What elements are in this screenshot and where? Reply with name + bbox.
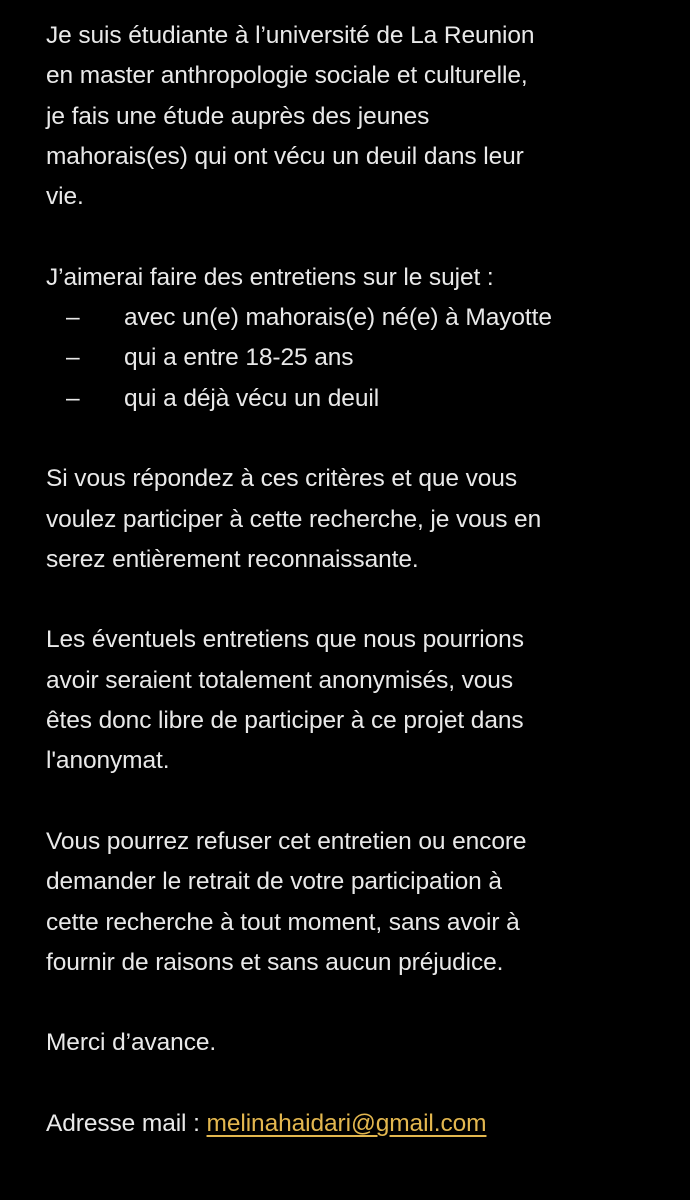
paragraph-spacer [46,580,666,620]
intro-line: je fais une étude auprès des jeunes [46,102,430,130]
email-link[interactable]: melinahaidari@gmail.com [206,1110,487,1138]
email-label: Adresse mail : [46,1110,207,1138]
intro-line: vie. [46,183,84,211]
intro-line: en master anthropologie sociale et culturelle, [46,62,528,90]
paragraph-spacer [46,217,666,257]
participation-line: serez entièrement reconnaissante. [46,545,419,573]
criteria-item [46,298,666,338]
criteria-item [46,379,666,419]
paragraph-spacer [46,419,666,459]
criteria-item-text: qui a déjà vécu un deuil [124,384,380,412]
criteria-item-text: avec un(e) mahorais(e) né(e) à Mayotte [124,304,552,332]
criteria-item [46,338,666,378]
paragraph-spacer [46,983,666,1023]
intro-paragraph [46,16,666,217]
intro-line: Je suis étudiante à l’université de La Reunion [46,22,535,49]
participation-line: voulez participer à cette recherche, je vous en [46,505,542,533]
paragraph-spacer [46,782,666,822]
anonymity-line: Les éventuels entretiens que nous pourrions [46,626,524,654]
anonymity-line: avoir seraient totalement anonymisés, vous [46,666,513,694]
paragraph-spacer [46,1064,666,1104]
withdrawal-paragraph [46,822,666,983]
anonymity-line: l'anonymat. [46,747,170,775]
criteria-item-text: qui a entre 18-25 ans [124,344,354,372]
withdrawal-line: cette recherche à tout moment, sans avoir à [46,908,520,936]
email-line [46,1104,666,1144]
bullet-dash: – [66,344,80,372]
criteria-heading: J’aimerai faire des entretiens sur le sujet : [46,263,494,291]
bullet-dash: – [66,304,80,332]
anonymity-paragraph [46,620,666,781]
withdrawal-line: fournir de raisons et sans aucun préjudice. [46,948,504,976]
participation-line: Si vous répondez à ces critères et que vous [46,465,517,493]
note-body[interactable] [46,16,666,1144]
withdrawal-line: demander le retrait de votre participation à [46,868,502,896]
participation-paragraph [46,459,666,580]
withdrawal-line: Vous pourrez refuser cet entretien ou encore [46,827,527,855]
thanks-line: Merci d’avance. [46,1029,217,1057]
anonymity-line: êtes donc libre de participer à ce projet dans [46,707,524,735]
bullet-dash: – [66,384,80,412]
criteria-section [46,258,666,419]
intro-line: mahorais(es) qui ont vécu un deuil dans leur [46,142,524,170]
